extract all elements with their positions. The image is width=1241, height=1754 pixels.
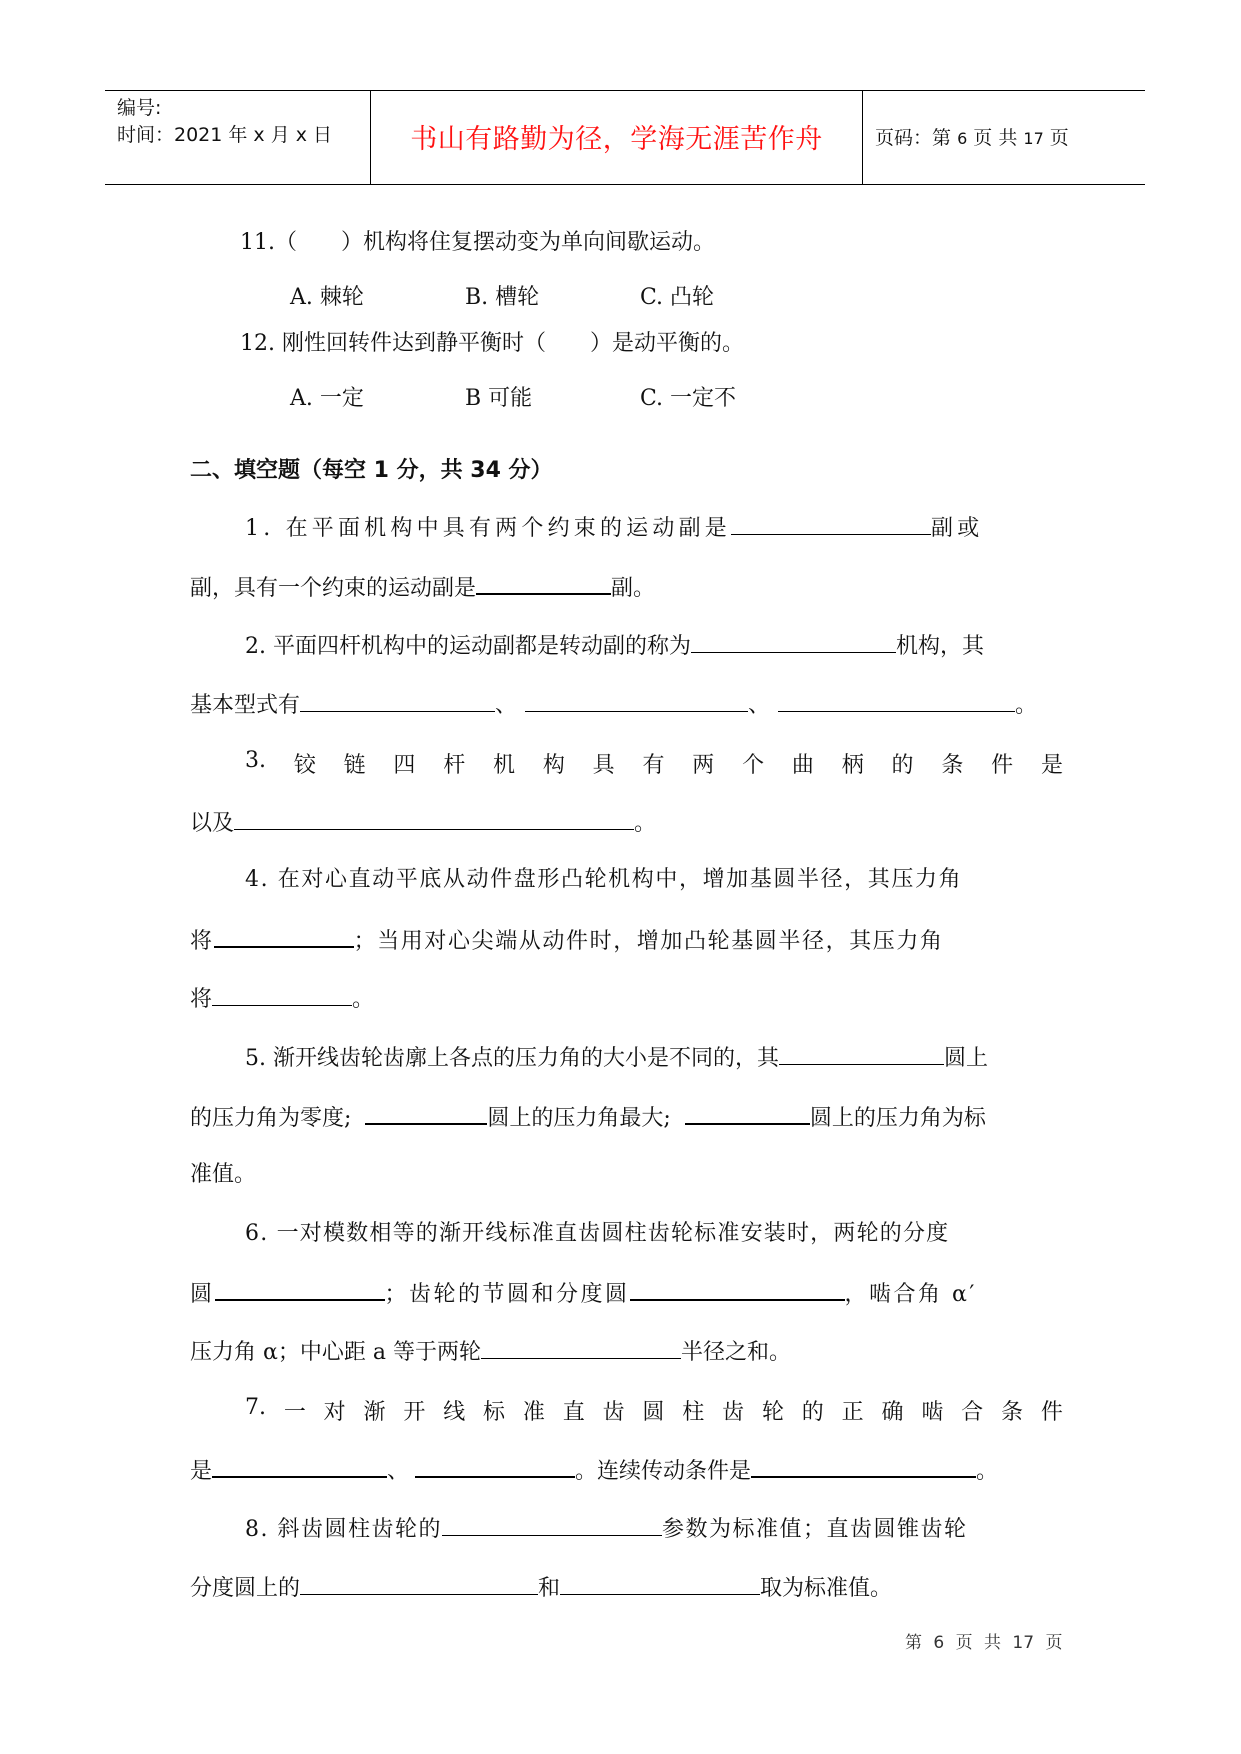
answer-blank[interactable] (215, 1277, 385, 1301)
answer-blank[interactable] (234, 807, 634, 830)
q7-mid: 。连续传动条件是 (575, 1459, 752, 1484)
fill-q4-line1: 4. 在对心直动平底从动件盘形凸轮机构中，增加基圆半径，其压力角 (245, 867, 963, 892)
answer-blank[interactable] (525, 689, 748, 712)
q6-text2: 圆 (190, 1282, 215, 1307)
fill-q2-line1 (245, 630, 984, 662)
justified-char: 线 (443, 1400, 466, 1425)
q5-mid: 圆上的压力角最大; (487, 1106, 671, 1131)
justified-char: 3. (245, 748, 266, 773)
fill-q1-line2 (190, 571, 655, 604)
question-11-option-a: A. 棘轮 (290, 285, 364, 310)
q6-end2: ，啮合角 α′ (844, 1282, 977, 1307)
q7-end2: 。 (976, 1459, 999, 1484)
justified-char: 杆 (443, 753, 466, 778)
question-11-option-c: C. 凸轮 (640, 285, 715, 310)
page-mid: 页 共 (973, 127, 1018, 149)
answer-blank[interactable] (212, 983, 352, 1006)
time-label: 时间：2021 年 x 月 x 日 (117, 124, 333, 146)
q5-text: 5. 渐开线齿轮齿廓上各点的压力角的大小是不同的，其 (245, 1046, 779, 1071)
q5-end2: 圆上的压力角为标 (809, 1106, 986, 1131)
page-current: 6 (957, 129, 968, 148)
justified-char: 的 (801, 1400, 824, 1425)
fill-q7-line2 (190, 1454, 998, 1487)
answer-blank[interactable] (779, 1042, 944, 1065)
justified-char: 准 (522, 1400, 545, 1425)
answer-blank[interactable] (481, 1336, 681, 1359)
justified-char: 曲 (791, 753, 814, 778)
q8-text: 8. 斜齿圆柱齿轮的 (245, 1517, 442, 1542)
justified-char: 有 (642, 753, 665, 778)
justified-char: 构 (542, 753, 565, 778)
q3-end2: 。 (634, 811, 657, 836)
fill-q5-line2 (190, 1101, 986, 1134)
answer-blank[interactable] (214, 924, 354, 948)
justified-char: 机 (493, 753, 516, 778)
question-11-option-b: B. 槽轮 (465, 285, 540, 310)
answer-blank[interactable] (476, 571, 611, 595)
justified-char: 一 (283, 1400, 306, 1425)
justified-char: 柱 (682, 1400, 705, 1425)
justified-char: 合 (961, 1400, 984, 1425)
header-meta (117, 95, 367, 149)
q2-end2: 。 (1015, 693, 1038, 718)
answer-blank[interactable] (212, 1454, 387, 1478)
page-footer: 第 6 页 共 17 页 (905, 1633, 1063, 1653)
answer-blank[interactable] (685, 1101, 810, 1125)
q6-mid: ；齿轮的节圆和分度圆 (384, 1282, 630, 1307)
answer-blank[interactable] (300, 1572, 538, 1595)
justified-char: 圆 (642, 1400, 665, 1425)
q4-end3: 。 (352, 987, 375, 1012)
justified-char: 轮 (761, 1400, 784, 1425)
q8-end: 参数为标准值；直齿圆锥齿轮 (661, 1517, 968, 1542)
serial-label: 编号: (117, 97, 162, 119)
fill-q3-line2 (190, 807, 656, 839)
justified-char: 对 (323, 1400, 346, 1425)
justified-char: 柄 (841, 753, 864, 778)
q2-sep: 、 (748, 693, 771, 718)
q4-text2: 将 (190, 929, 214, 954)
fill-q6-line1: 6. 一对模数相等的渐开线标准直齿圆柱齿轮标准安装时，两轮的分度 (245, 1221, 950, 1246)
justified-char: 四 (393, 753, 416, 778)
answer-blank[interactable] (751, 1454, 976, 1478)
q3-text2: 以及 (190, 811, 235, 836)
fill-q4-line2 (190, 924, 944, 957)
q8-text2: 分度圆上的 (190, 1576, 301, 1601)
q2-end: 机构，其 (896, 634, 985, 659)
page-suffix: 页 (1049, 127, 1069, 149)
page-total: 17 (1023, 129, 1044, 148)
answer-blank[interactable] (731, 512, 931, 535)
fill-q1-line1 (245, 512, 983, 544)
fill-q8-line1 (245, 1513, 968, 1545)
question-12-stem: 12. 刚性回转件达到静平衡时（ ）是动平衡的。 (240, 331, 744, 356)
q2-text2: 基本型式有 (190, 693, 301, 718)
question-12-option-c: C. 一定不 (640, 386, 737, 411)
q6-end3: 半径之和。 (680, 1340, 791, 1365)
question-12-option-a: A. 一定 (290, 386, 364, 411)
q8-mid: 和 (538, 1576, 561, 1601)
q4-text3: 将 (190, 987, 213, 1012)
justified-char: 具 (592, 753, 615, 778)
q1-text2: 副，具有一个约束的运动副是 (190, 576, 477, 601)
fill-q6-line3 (190, 1336, 791, 1368)
justified-char: 齿 (722, 1400, 745, 1425)
page-prefix: 页码：第 (875, 127, 952, 149)
page-header (105, 90, 1145, 185)
fill-q3-line1 (245, 748, 1063, 779)
q5-end: 圆上 (944, 1046, 989, 1071)
q7-text2: 是 (190, 1459, 213, 1484)
section-title: 二、填空题（每空 1 分，共 34 分） (190, 458, 553, 483)
justified-char: 条 (941, 753, 964, 778)
justified-char: 件 (1040, 1400, 1063, 1425)
justified-char: 7. (245, 1395, 266, 1420)
fill-q6-line2 (190, 1277, 977, 1310)
q1-end2: 副。 (611, 576, 656, 601)
answer-blank[interactable] (560, 1572, 760, 1595)
q4-end2: ；当用对心尖端从动件时，增加凸轮基圆半径，其压力角 (353, 929, 944, 954)
header-divider (862, 91, 863, 184)
header-page-number (875, 123, 1069, 150)
justified-char: 直 (562, 1400, 585, 1425)
justified-char: 啮 (921, 1400, 944, 1425)
answer-blank[interactable] (442, 1513, 662, 1536)
q5-text2: 的压力角为零度; (190, 1106, 352, 1131)
justified-char: 正 (841, 1400, 864, 1425)
q8-end2: 取为标准值。 (760, 1576, 893, 1601)
justified-char: 开 (403, 1400, 426, 1425)
q1-text: 1. 在平面机构中具有两个约束的运动副是 (245, 516, 731, 541)
answer-blank[interactable] (630, 1277, 845, 1301)
answer-blank[interactable] (300, 689, 495, 712)
justified-char: 两 (692, 753, 715, 778)
q7-sep: 、 (387, 1459, 410, 1484)
fill-q7-line1 (245, 1395, 1063, 1426)
justified-char: 个 (742, 753, 765, 778)
answer-blank[interactable] (778, 689, 1015, 712)
q2-sep: 、 (495, 693, 518, 718)
justified-char: 铰 (293, 753, 316, 778)
justified-char: 确 (881, 1400, 904, 1425)
justified-char: 标 (483, 1400, 506, 1425)
answer-blank[interactable] (365, 1101, 487, 1125)
justified-char: 条 (1001, 1400, 1024, 1425)
fill-q5-line3: 准值。 (190, 1162, 257, 1187)
justified-char: 件 (991, 753, 1014, 778)
fill-q4-line3 (190, 983, 374, 1015)
fill-q5-line1 (245, 1042, 988, 1074)
justified-char: 是 (1040, 753, 1063, 778)
q1-end: 副或 (931, 516, 984, 541)
justified-char: 的 (891, 753, 914, 778)
fill-q2-line2 (190, 689, 1037, 721)
header-motto: 书山有路勤为径，学海无涯苦作舟 (410, 124, 823, 155)
justified-char: 链 (343, 753, 366, 778)
justified-char: 渐 (363, 1400, 386, 1425)
q6-text3: 压力角 α；中心距 a 等于两轮 (190, 1340, 481, 1365)
question-11-stem: 11.（ ）机构将住复摆动变为单向间歇运动。 (240, 230, 715, 255)
fill-q8-line2 (190, 1572, 892, 1604)
q2-text: 2. 平面四杆机构中的运动副都是转动副的称为 (245, 634, 691, 659)
answer-blank[interactable] (415, 1454, 575, 1478)
answer-blank[interactable] (691, 630, 896, 653)
question-12-option-b: B 可能 (465, 386, 533, 411)
justified-char: 齿 (602, 1400, 625, 1425)
